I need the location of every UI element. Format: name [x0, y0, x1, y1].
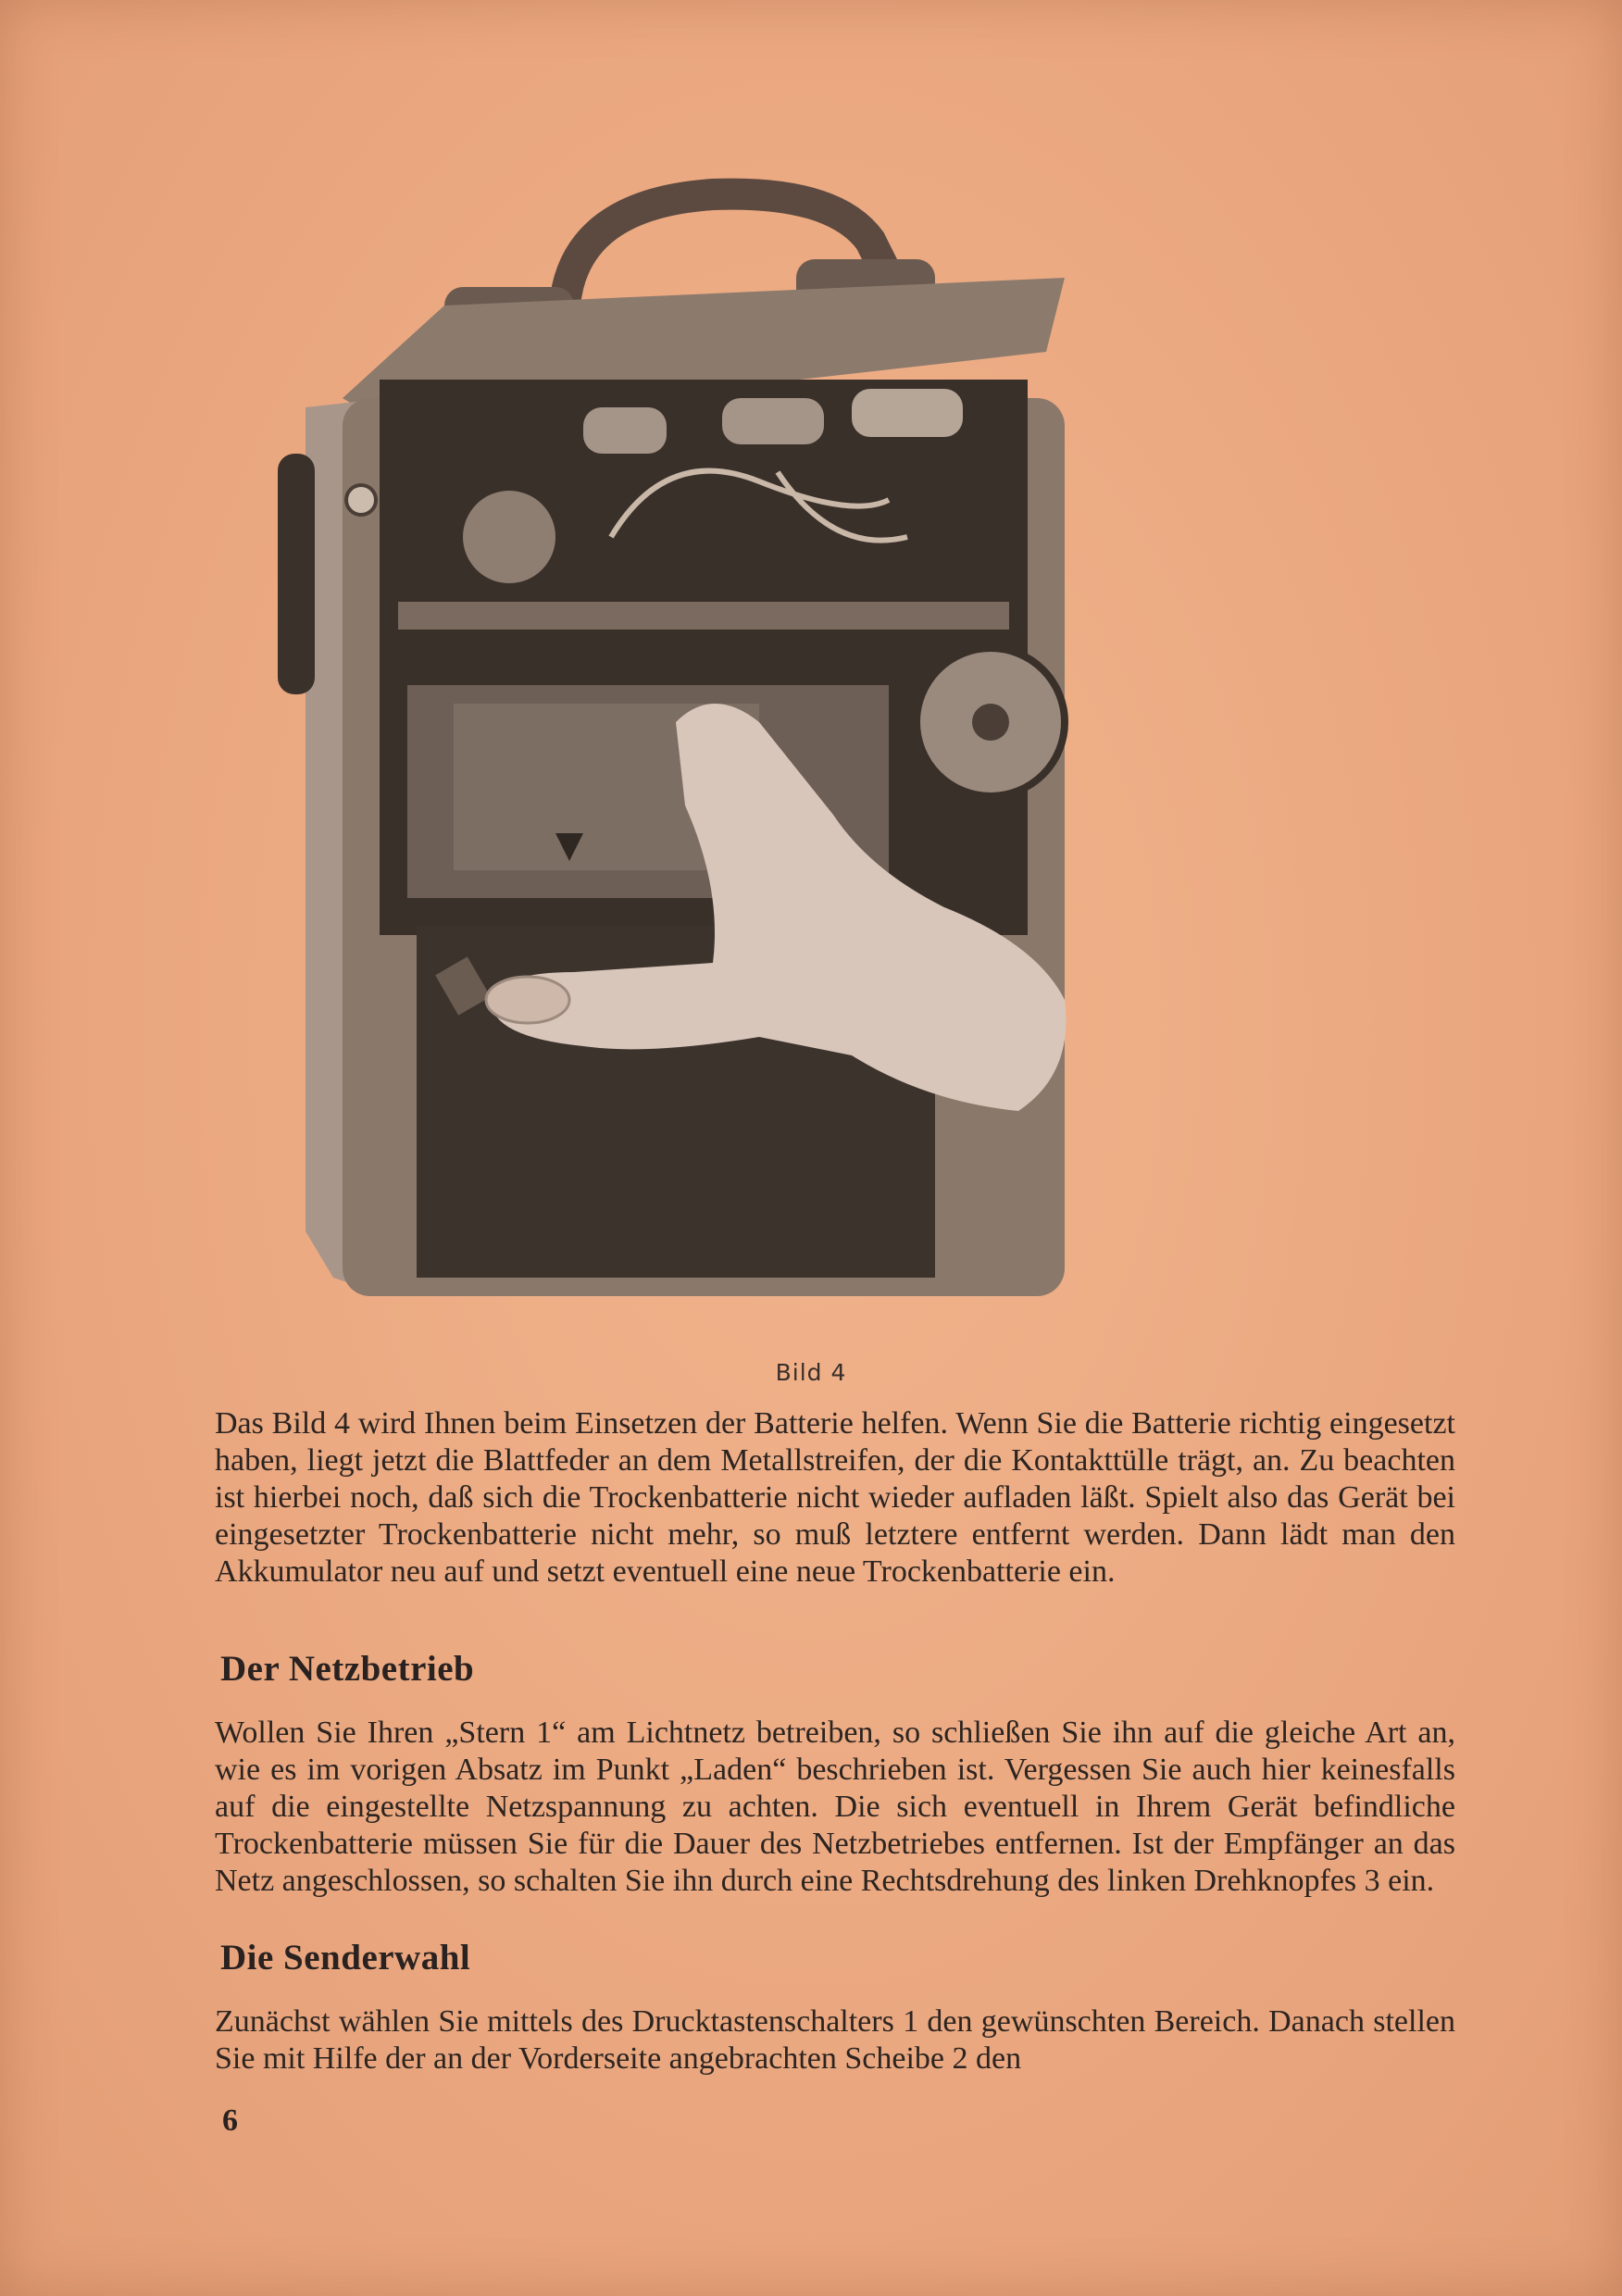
page-number: 6: [222, 2103, 238, 2138]
chassis-rail: [398, 602, 1009, 630]
paragraph-battery: Das Bild 4 wird Ihnen beim Einsetzen der Batterie helfen. Wenn Sie die Batterie richtig eingesetzt haben, liegt jetzt die Blattfeder an dem Metallstreifen, der die Kontakttülle trägt, an. Zu beachten ist hierbei noch, daß sich die Trockenbatterie nicht wieder aufladen läßt. Spielt also das Gerät bei eingesetzter Trockenbatterie nicht mehr, so muß letztere entfernt werden. Dann lädt man den Akkumulator neu auf und setzt eventuell eine neue Trockenbatterie ein.: [215, 1406, 1455, 1589]
coil-left: [463, 491, 555, 583]
tube-3: [852, 389, 963, 437]
heading-netzbetrieb: Der Netzbetrieb: [220, 1649, 475, 1689]
figure-caption: Bild 4: [775, 1359, 847, 1386]
thumbnail: [486, 977, 569, 1023]
side-knob: [278, 454, 315, 694]
heading-senderwahl: Die Senderwahl: [220, 1938, 471, 1978]
speaker-center: [972, 704, 1009, 741]
tube-2: [722, 398, 824, 444]
paragraph-senderwahl: Zunächst wählen Sie mittels des Drucktastenschalters 1 den gewünschten Bereich. Danach stellen Sie mit Hilfe der an der Vorderseite angebrachten Scheibe 2 den: [215, 2004, 1455, 2076]
radio-photo: [278, 167, 1389, 1305]
paragraph-netzbetrieb: Wollen Sie Ihren „Stern 1“ am Lichtnetz betreiben, so schließen Sie ihn auf die gleiche Art an, wie es im vorigen Absatz im Punkt „Laden“ beschrieben ist. Vergessen Sie auch hier keinesfalls auf die eingestellte Netzspannung zu achten. Die sich eventuell in Ihrem Gerät befindliche Trockenbatterie müssen Sie für die Dauer des Netzbetriebes entfernen. Ist der Empfänger an das Netz angeschlossen, so schalten Sie ihn durch eine Rechtsdrehung des linken Drehknopfes 3 ein.: [215, 1716, 1455, 1898]
radio-illustration: [278, 167, 1389, 1305]
tube-1: [583, 407, 667, 454]
side-screw: [346, 485, 376, 515]
